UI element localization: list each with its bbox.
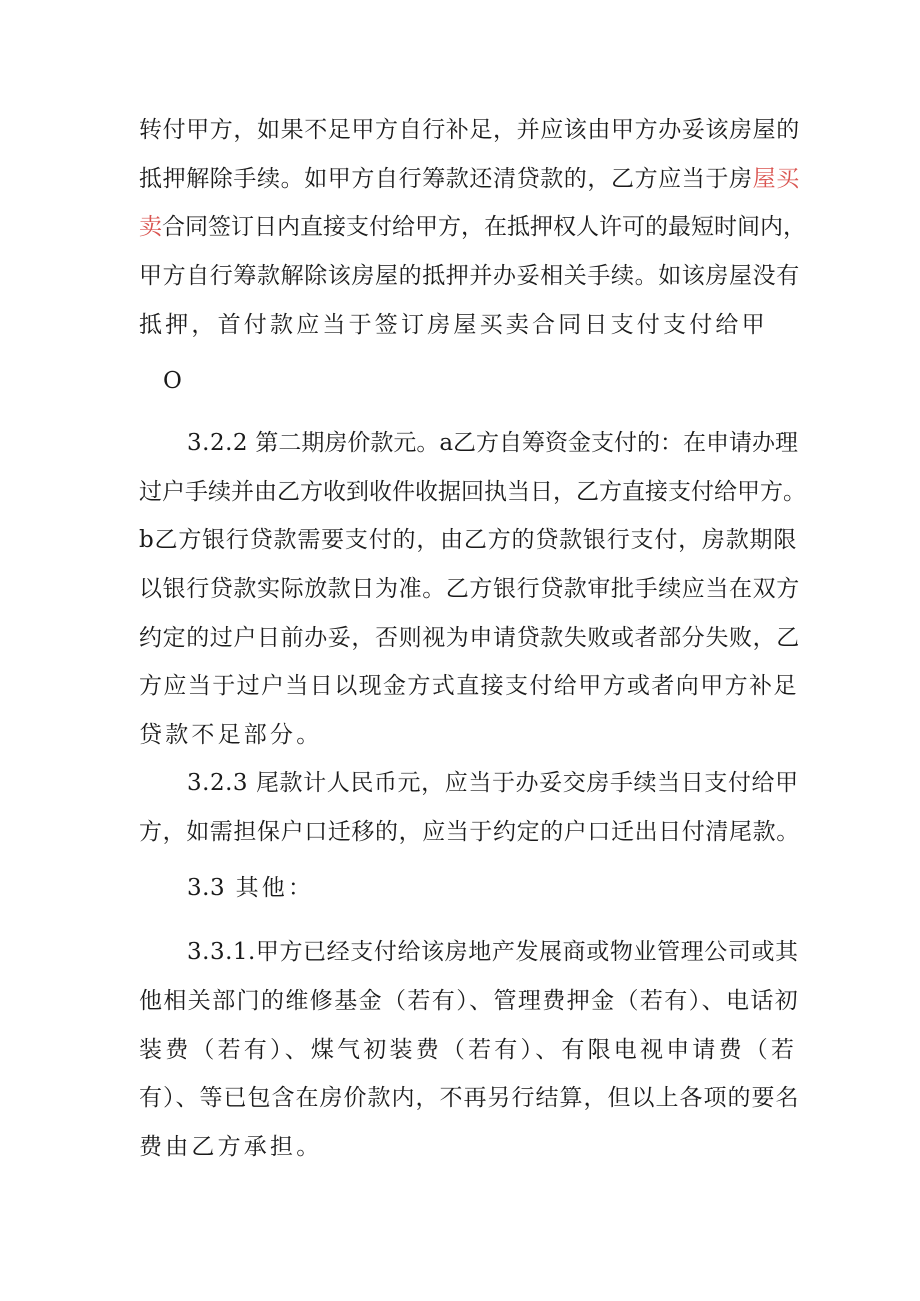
paragraph-line: 装费（若有）、煤气初装费（若有）、有限电视申请费（若 [139,1037,798,1063]
clause-3-2-2-heading: 3.2.2 第二期房价款元。a乙方自筹资金支付的：在申请办理 [187,430,799,456]
stray-character: O [163,368,186,394]
clause-3-3-heading: 3.3 其他： [187,875,315,901]
paragraph-line: 费由乙方承担。 [139,1134,323,1160]
paragraph-line: 转付甲方，如果不足甲方自行补足，并应该由甲方办妥该房屋的 [139,117,800,143]
paragraph-line: 以银行贷款实际放款日为准。乙方银行贷款审批手续应当在双方 [139,576,800,602]
paragraph-line: 有）、等已包含在房价款内，不再另行结算，但以上各项的要名 [139,1085,800,1111]
paragraph-line: 方，如需担保户口迁移的，应当于约定的户口迁出日付清尾款。 [139,819,800,845]
paragraph-line: 卖合同签订日内直接支付给甲方，在抵押权人许可的最短时间内， [139,214,806,240]
paragraph-line: 甲方自行筹款解除该房屋的抵押并办妥相关手续。如该房屋没有 [139,263,800,289]
clause-number: 3.2.2 [187,430,249,456]
highlighted-text: 卖 [139,214,162,240]
paragraph-line: 抵押，首付款应当于签订房屋买卖合同日支付支付给甲 [139,312,768,338]
clause-number: 3.3.1. [187,939,256,965]
paragraph-line: 过户手续并由乙方收到收件收据回执当日，乙方直接支付给甲方。 [139,479,806,505]
clause-number: 3.2.3 [187,770,249,796]
paragraph-line: 约定的过户日前办妥，否则视为申请贷款失败或者部分失败，乙 [139,625,800,651]
clause-number: 3.3 [187,875,226,901]
clause-3-3-1-heading: 3.3.1.甲方已经支付给该房地产发展商或物业管理公司或其 [187,939,799,965]
paragraph-line: b乙方银行贷款需要支付的，由乙方的贷款银行支付，房款期限 [139,527,798,553]
paragraph-line: 贷款不足部分。 [139,722,323,748]
highlighted-text: 屋买 [752,166,800,192]
paragraph-line: 方应当于过户当日以现金方式直接支付给甲方或者向甲方补足 [139,673,798,699]
clause-3-2-3-heading: 3.2.3 尾款计人民币元，应当于办妥交房手续当日支付给甲 [187,770,799,796]
paragraph-line: 他相关部门的维修基金（若有）、管理费押金（若有）、电话初 [139,988,800,1014]
paragraph-line: 抵押解除手续。如甲方自行筹款还清贷款的，乙方应当于房屋买 [139,166,800,192]
